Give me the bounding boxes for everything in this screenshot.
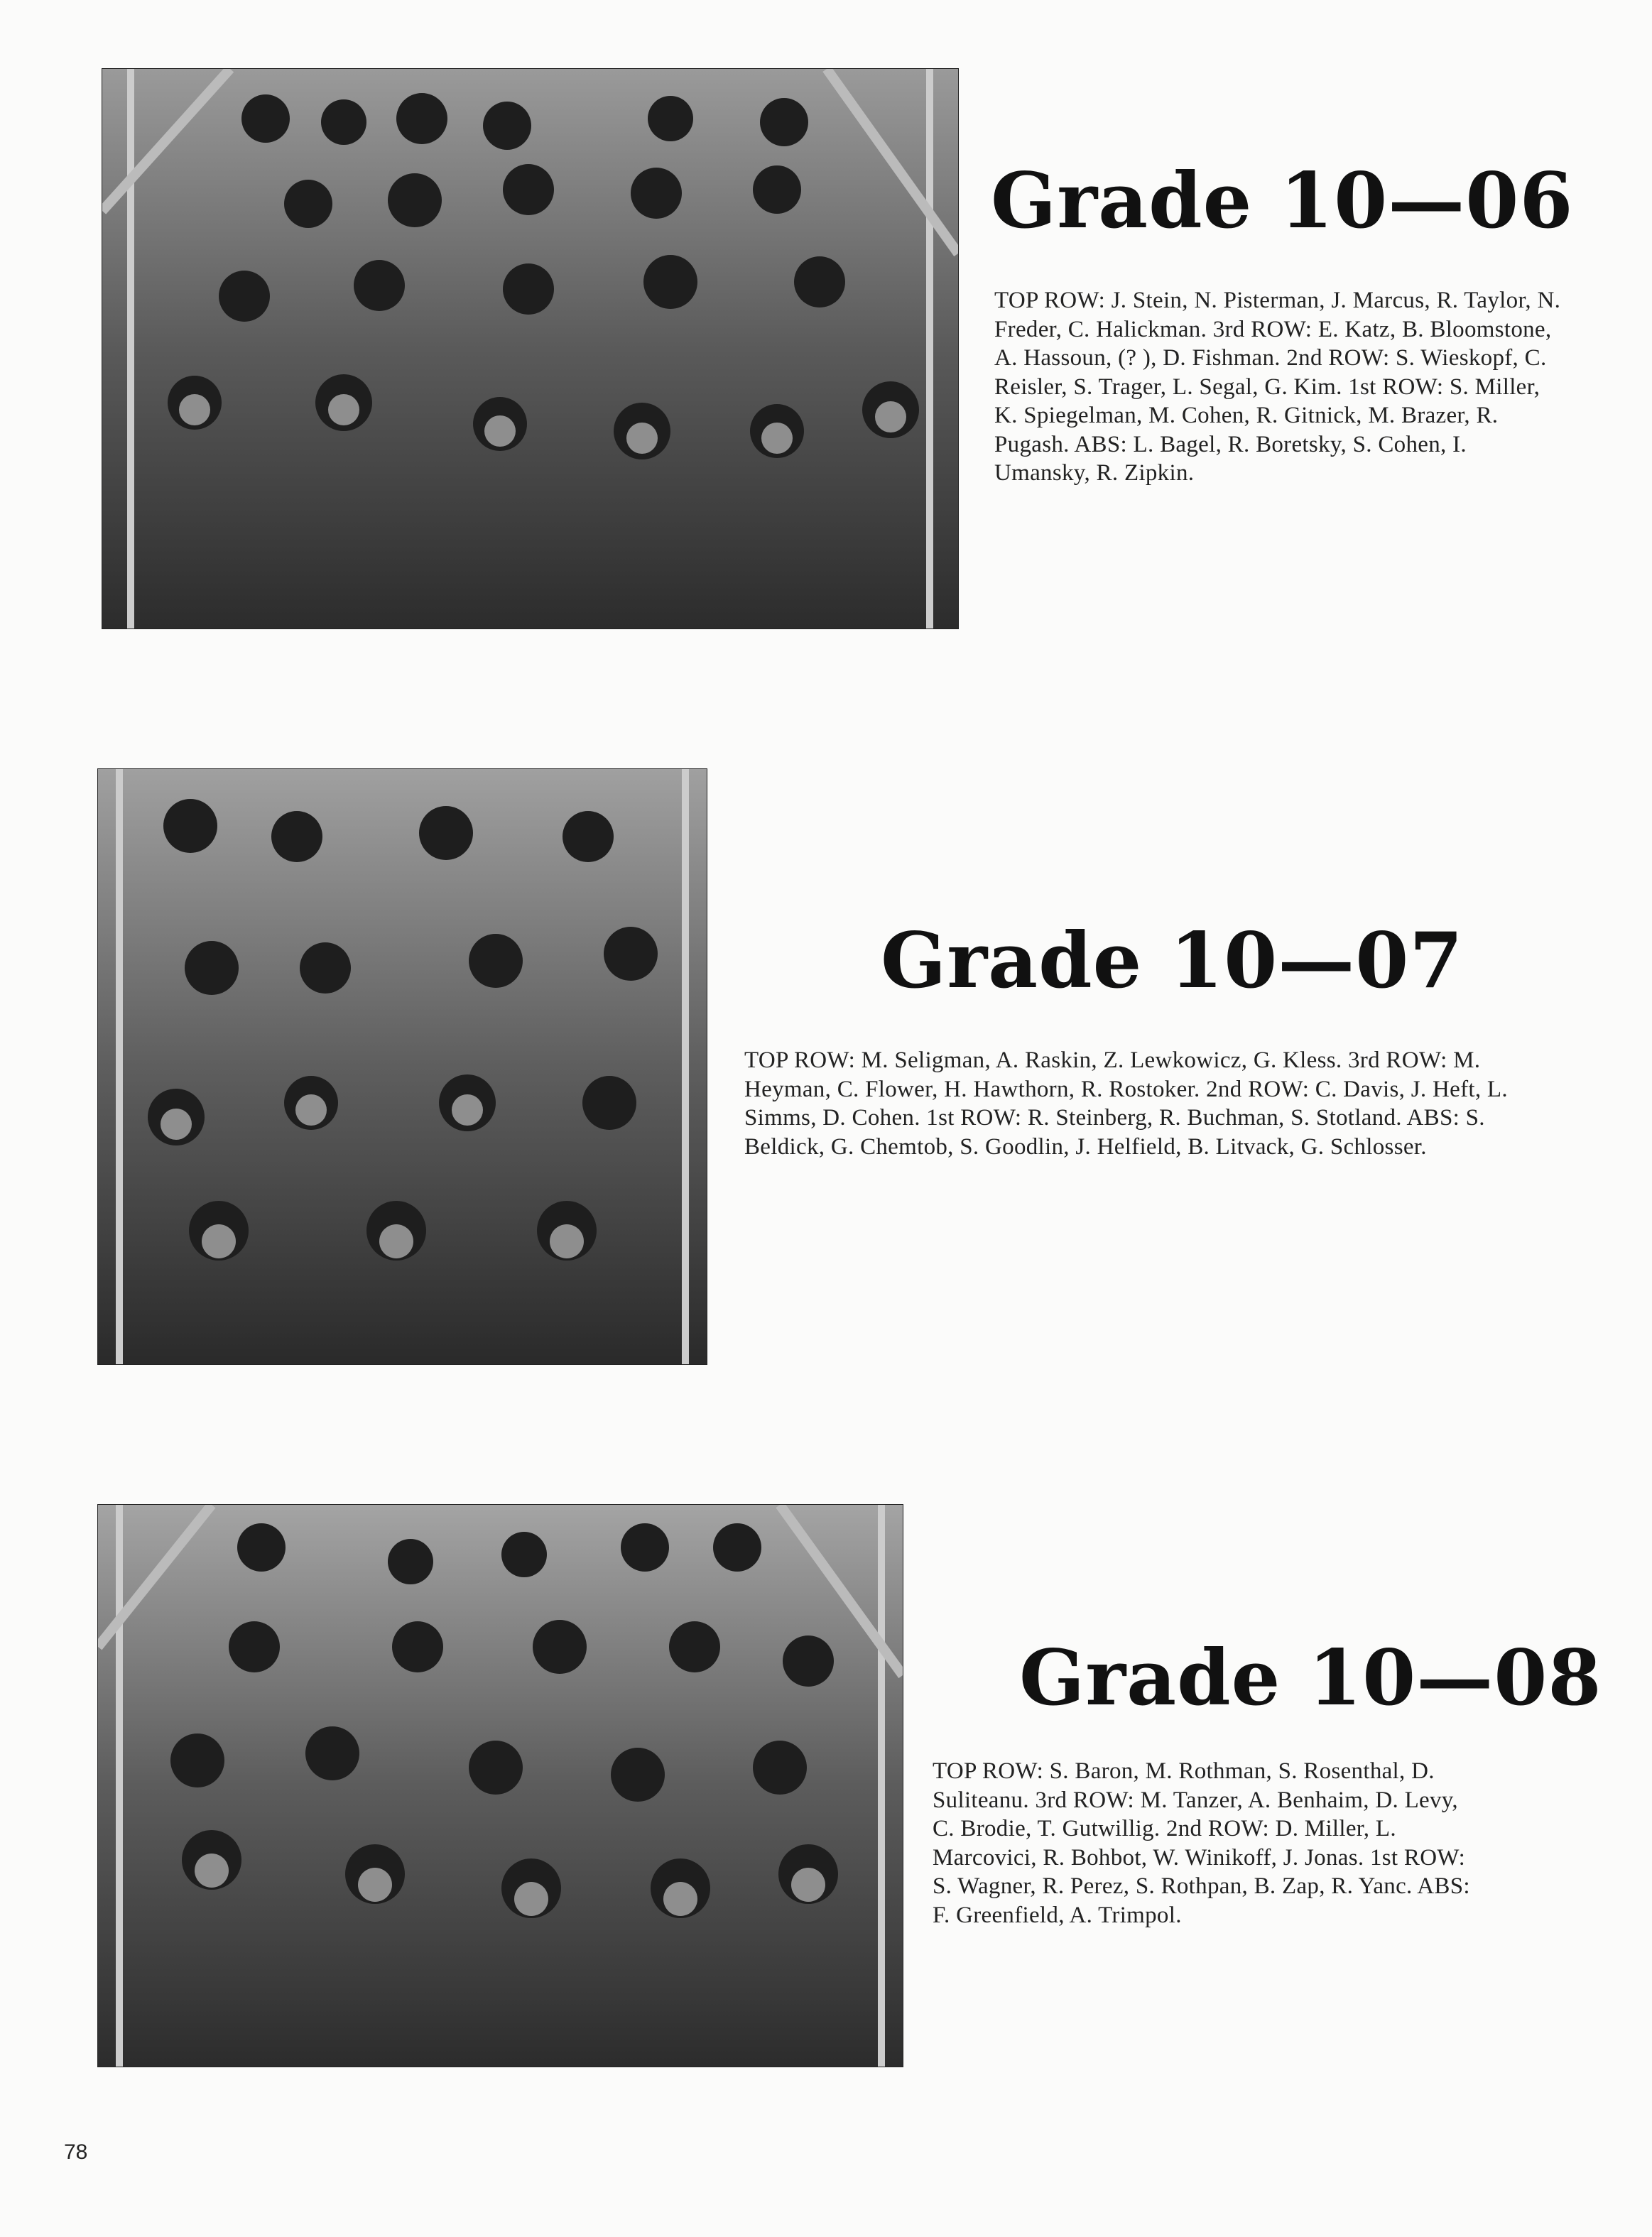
page-number: 78 [64, 2140, 88, 2164]
grade-title-10-07: Grade 10—07 [881, 916, 1464, 1006]
caption-grade-10-07: TOP ROW: M. Seligman, A. Raskin, Z. Lewkowicz, G. Kless. 3rd ROW: M. Heyman, C. Flower, H. Hawthorn, R. Rostoker. 2nd ROW: C. Davis, J. Heft, L. Simms, D. Cohen. 1st ROW: R. Steinberg, R. Buchman, S. Stotland. ABS: S. Beldick, G. Chemtob, S. Goodlin, J. Helfield, B. Litvack, G. Schlosser. [744, 1047, 1508, 1160]
grade-title-10-06: Grade 10—06 [991, 156, 1574, 246]
caption-grade-10-08: TOP ROW: S. Baron, M. Rothman, S. Rosenthal, D. Suliteanu. 3rd ROW: M. Tanzer, A. Benhaim, D. Levy, C. Brodie, T. Gutwillig. 2nd ROW: D. Miller, L. Marcovici, R. Bohbot, W. Winikoff, J. Jonas. 1st ROW: S. Wagner, R. Perez, S. Rothpan, B. Zap, R. Yanc. ABS: F. Greenfield, A. Trimpol. [933, 1758, 1470, 1928]
photo-graphic [98, 769, 707, 1364]
photo-graphic [102, 69, 958, 628]
class-photo-grade-10-06 [102, 68, 959, 629]
grade-title-10-08: Grade 10—08 [1019, 1633, 1602, 1723]
class-photo-grade-10-07 [97, 768, 707, 1365]
class-photo-grade-10-08 [97, 1504, 903, 2067]
caption-grade-10-06: TOP ROW: J. Stein, N. Pisterman, J. Marcus, R. Taylor, N. Freder, C. Halickman. 3rd ROW: E. Katz, B. Bloomstone, A. Hassoun, (? ), D. Fishman. 2nd ROW: S. Wieskopf, C. Reisler, S. Trager, L. Segal, G. Kim. 1st ROW: S. Miller, K. Spiegelman, M. Cohen, R. Gitnick, M. Brazer, R. Pugash. ABS: L. Bagel, R. Boretsky, S. Cohen, I. Umansky, R. Zipkin. [994, 288, 1561, 486]
photo-graphic [98, 1505, 903, 2067]
